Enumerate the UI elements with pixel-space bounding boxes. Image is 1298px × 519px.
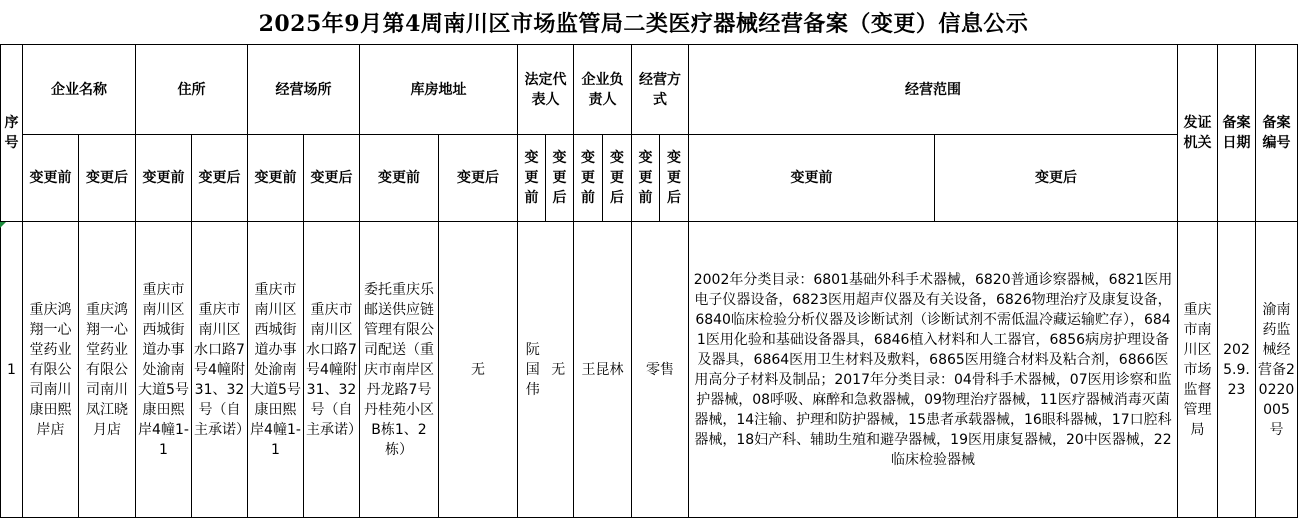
cell-warehouse-after: 无 xyxy=(439,222,518,518)
cell-company-before: 重庆鸿翔一心堂药业有限公司南川康田熙岸店 xyxy=(23,222,79,518)
cell-address-before: 重庆市南川区西城街道办事处渝南大道5号康田熙岸4幢1-1 xyxy=(136,222,192,518)
header-record-no: 备案编号 xyxy=(1256,45,1298,222)
cell-legal-rep-before: 阮国伟 xyxy=(525,341,540,398)
header-warehouse: 库房地址 xyxy=(360,45,518,135)
header-person-after: 变更后 xyxy=(603,135,632,222)
header-premises: 经营场所 xyxy=(248,45,360,135)
header-company-after: 变更后 xyxy=(79,135,136,222)
header-warehouse-after: 变更后 xyxy=(439,135,518,222)
cell-seq: 1 xyxy=(1,222,23,518)
header-address-before: 变更前 xyxy=(136,135,192,222)
header-mode: 经营方式 xyxy=(632,45,689,135)
header-person-before: 变更前 xyxy=(574,135,603,222)
header-seq: 序号 xyxy=(1,45,23,222)
page-title: 2025年9月第4周南川区市场监管局二类医疗器械经营备案（变更）信息公示 xyxy=(0,0,1287,45)
header-legal-rep-before: 变更前 xyxy=(518,135,546,222)
header-scope-before: 变更前 xyxy=(689,135,935,222)
table-row xyxy=(1,222,1298,518)
cell-address-after: 重庆市南川区水口路7号4幢附31、32号（自主承诺） xyxy=(192,222,248,518)
header-premises-after: 变更后 xyxy=(304,135,360,222)
cell-legal-rep-after: 无 xyxy=(551,361,566,378)
header-scope: 经营范围 xyxy=(689,45,1178,135)
cell-record-no: 渝南药监械经营备20220005号 xyxy=(1256,222,1298,518)
header-mode-before: 变更前 xyxy=(632,135,660,222)
header-address: 住所 xyxy=(136,45,248,135)
cell-issuer: 重庆市南川区市场监督管理局 xyxy=(1178,222,1218,518)
cell-mode: 零售 xyxy=(632,222,689,518)
header-issuer: 发证机关 xyxy=(1178,45,1218,222)
cell-marker-icon xyxy=(0,222,6,228)
cell-premises-after: 重庆市南川区水口路7号4幢附31、32号（自主承诺） xyxy=(304,222,360,518)
header-date: 备案日期 xyxy=(1218,45,1256,222)
header-address-after: 变更后 xyxy=(192,135,248,222)
header-legal-rep-after: 变更后 xyxy=(546,135,574,222)
legal-rep-inner xyxy=(520,340,571,400)
header-premises-before: 变更前 xyxy=(248,135,304,222)
cell-scope: 2002年分类目录：6801基础外科手术器械，6820普通诊察器械，6821医用电子仪器设备，6823医用超声仪器及有关设备，6826物理治疗及康复设备，6840临床检验分析仪器及诊断试剂（诊断试剂不需低温冷藏运输贮存），6841医用化验和基础设备器具，6846植入材料和人工器官，6856病房护理设备及器具，6864医用卫生材料及敷料，6865医用缝合材料及粘合剂，6866医用高分子材料及制品；2017年分类目录：04骨科手术器械，07医用诊察和监护器械，08呼吸、麻醉和急救器械，09物理治疗器械，11医疗器械消毒灭菌器械，14注输、护理和防护器械，15患者承载器械，16眼科器械，17口腔科器械，18妇产科、辅助生殖和避孕器械，19医用康复器械，20中医器械，22临床检验器械 xyxy=(689,222,1178,518)
cell-date: 2025.9.23 xyxy=(1218,222,1256,518)
header-warehouse-before: 变更前 xyxy=(360,135,439,222)
cell-company-after: 重庆鸿翔一心堂药业有限公司南川凤江晓月店 xyxy=(79,222,136,518)
header-company-before: 变更前 xyxy=(23,135,79,222)
header-scope-after: 变更后 xyxy=(935,135,1178,222)
header-legal-rep: 法定代表人 xyxy=(518,45,574,135)
cell-premises-before: 重庆市南川区西城街道办事处渝南大道5号康田熙岸4幢1-1 xyxy=(248,222,304,518)
header-person-in-charge: 企业负责人 xyxy=(574,45,632,135)
record-table xyxy=(0,44,1298,518)
cell-legal-rep xyxy=(518,222,574,518)
cell-warehouse-before: 委托重庆乐邮送供应链管理有限公司配送（重庆市南岸区丹龙路7号丹桂苑小区B栋1、2栋） xyxy=(360,222,439,518)
cell-person-in-charge: 王昆林 xyxy=(574,222,632,518)
header-mode-after: 变更后 xyxy=(660,135,689,222)
header-company: 企业名称 xyxy=(23,45,136,135)
